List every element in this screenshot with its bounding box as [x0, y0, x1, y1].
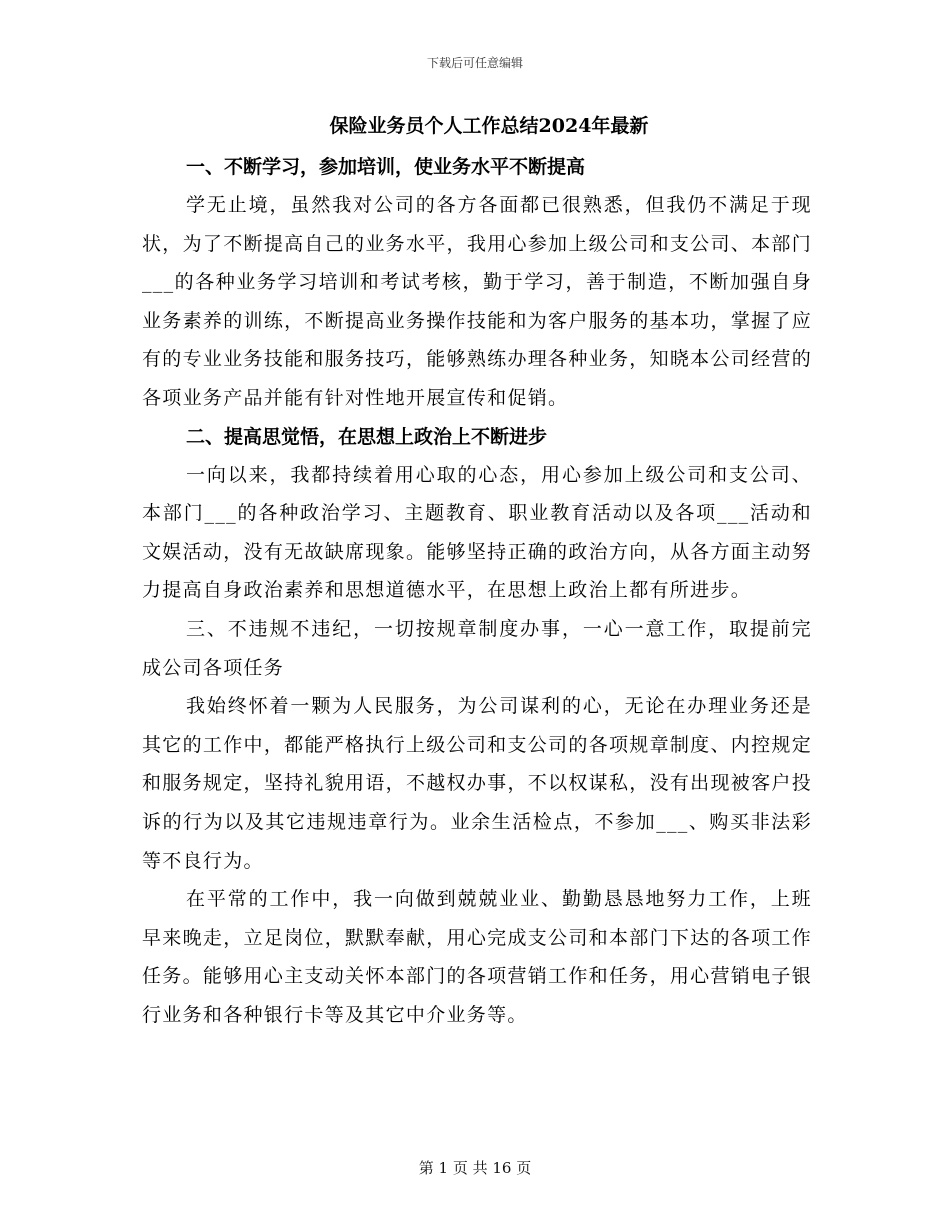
- section-1-paragraph-1: 学无止境，虽然我对公司的各方各面都已很熟悉，但我仍不满足于现状，为了不断提高自己的业务水平，我用心参加上级公司和支公司、本部门___的各种业务学习培训和考试考核，勤于学习，善于制造，不断加强自身业务素养的训练，不断提高业务操作技能和为客户服务的基本功，掌握了应有的专业业务技能和服务技巧，能够熟练办理各种业务，知晓本公司经营的各项业务产品并能有针对性地开展宣传和促销。: [142, 194, 812, 409]
- section-2-paragraph-1: 一向以来，我都持续着用心取的心态，用心参加上级公司和支公司、本部门___的各种政治学习、主题教育、职业教育活动以及各项___活动和文娱活动，没有无故缺席现象。能够坚持正确的政治方向，从各方面主动努力提高自身政治素养和思想道德水平，在思想上政治上都有所进步。: [142, 463, 812, 602]
- section-3-paragraph-1: 我始终怀着一颗为人民服务，为公司谋利的心，无论在办理业务还是其它的工作中，都能严格执行上级公司和支公司的各项规章制度、内控规定和服务规定，坚持礼貌用语，不越权办事，不以权谋私，没有出现被客户投诉的行为以及其它违规违章行为。业余生活检点，不参加___、购买非法彩等不良行为。: [142, 695, 812, 872]
- document-body: [142, 104, 812, 1034]
- page-number: 第 1 页 共 16 页: [418, 1159, 532, 1177]
- section-heading-2: 二、提高思觉悟，在思想上政治上不断进步: [186, 425, 548, 448]
- section-3-paragraph-2: 在平常的工作中，我一向做到兢兢业业、勤勤恳恳地努力工作，上班早来晚走，立足岗位，默默奉献，用心完成支公司和本部门下达的各项工作任务。能够用心主支动关怀本部门的各项营销工作和任务，用心营销电子银行业务和各种银行卡等及其它中介业务等。: [142, 888, 812, 1026]
- section-heading-3: 三、不违规不违纪，一切按规章制度办事，一心一意工作，取提前完成公司各项任务: [142, 617, 812, 679]
- header-note: 下载后可任意编辑: [426, 56, 523, 70]
- document-title: 保险业务员个人工作总结2024年最新: [329, 115, 649, 137]
- section-heading-1: 一、不断学习，参加培训，使业务水平不断提高: [186, 156, 586, 178]
